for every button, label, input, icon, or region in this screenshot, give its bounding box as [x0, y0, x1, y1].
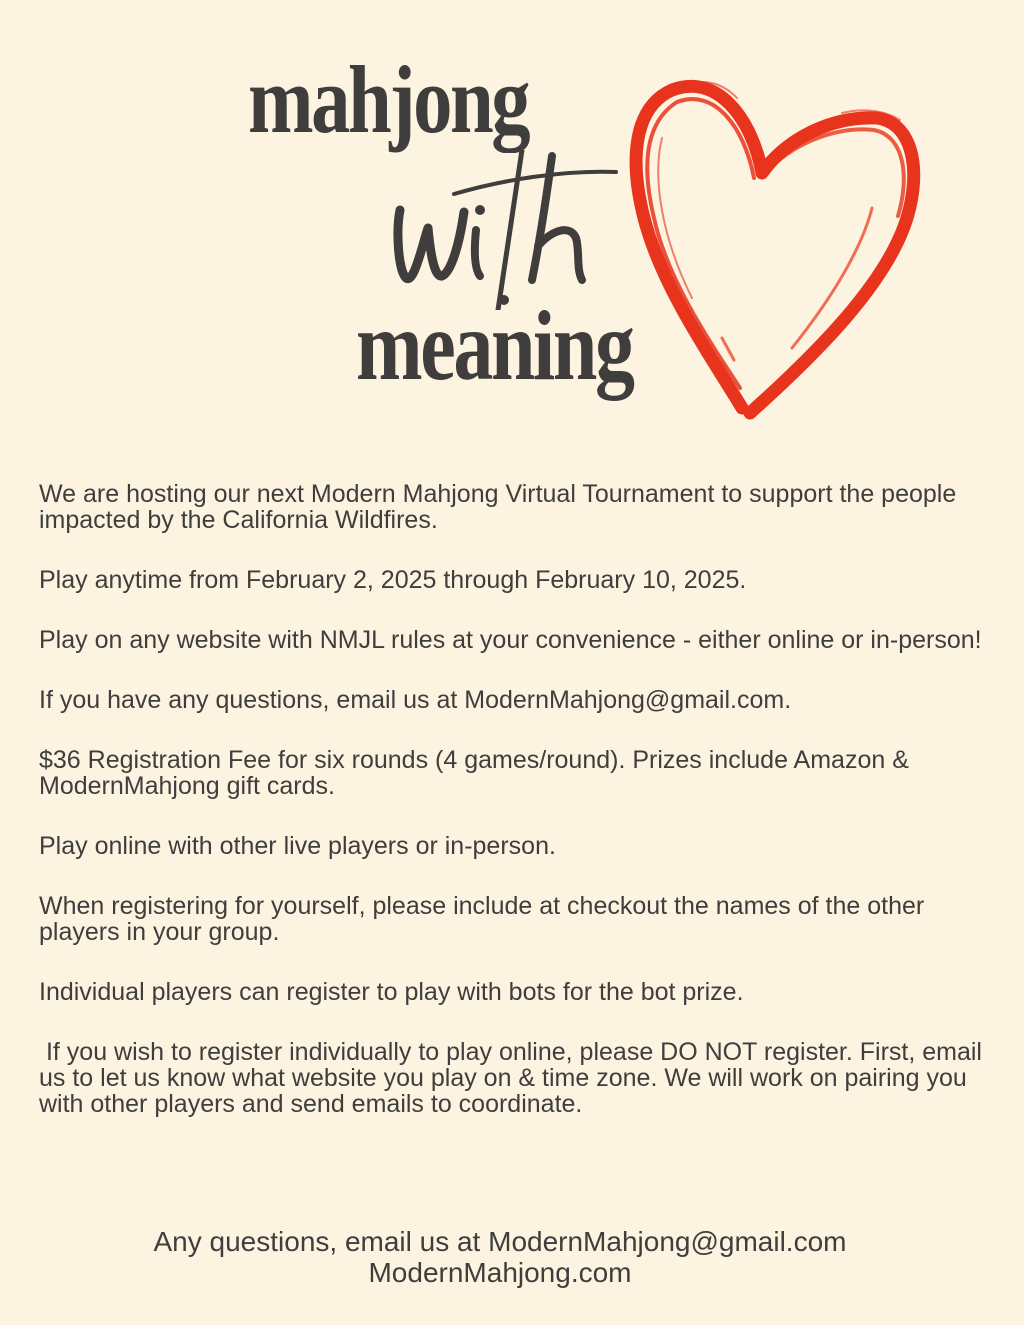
intro-paragraph: We are hosting our next Modern Mahjong Virtual Tournament to support the people impacted by the California Wildfires. — [39, 480, 957, 534]
footer — [0, 1226, 1000, 1288]
title-mahjong: mahjong — [248, 46, 529, 153]
bots-paragraph: Individual players can register to play with bots for the bot prize. — [39, 978, 744, 1006]
title-block — [0, 0, 1024, 440]
body-text — [39, 481, 989, 1151]
individual-registration-paragraph: If you wish to register individually to play online, please DO NOT register. First, email us to let us know what website you play on & time zone. We will work on pairing you with other players and send emails to coordinate. — [39, 1038, 989, 1118]
title-with-script — [392, 150, 622, 310]
title-meaning: meaning — [356, 290, 633, 401]
questions-paragraph: If you have any questions, email us at ModernMahjong@gmail.com. — [39, 686, 792, 714]
dates-paragraph: Play anytime from February 2, 2025 through February 10, 2025. — [39, 566, 747, 594]
play-options-paragraph: Play online with other live players or in-person. — [39, 832, 556, 860]
registering-paragraph: When registering for yourself, please include at checkout the names of the other players in your group. — [39, 892, 925, 946]
rules-paragraph: Play on any website with NMJL rules at your convenience - either online or in-person! — [39, 626, 982, 654]
contact-email-line[interactable]: Any questions, email us at ModernMahjong@gmail.com — [153, 1226, 847, 1257]
fee-paragraph: $36 Registration Fee for six rounds (4 games/round). Prizes include Amazon & ModernMahjong gift cards. — [39, 746, 909, 800]
heart-icon — [622, 68, 922, 423]
website-link[interactable]: ModernMahjong.com — [368, 1257, 632, 1288]
